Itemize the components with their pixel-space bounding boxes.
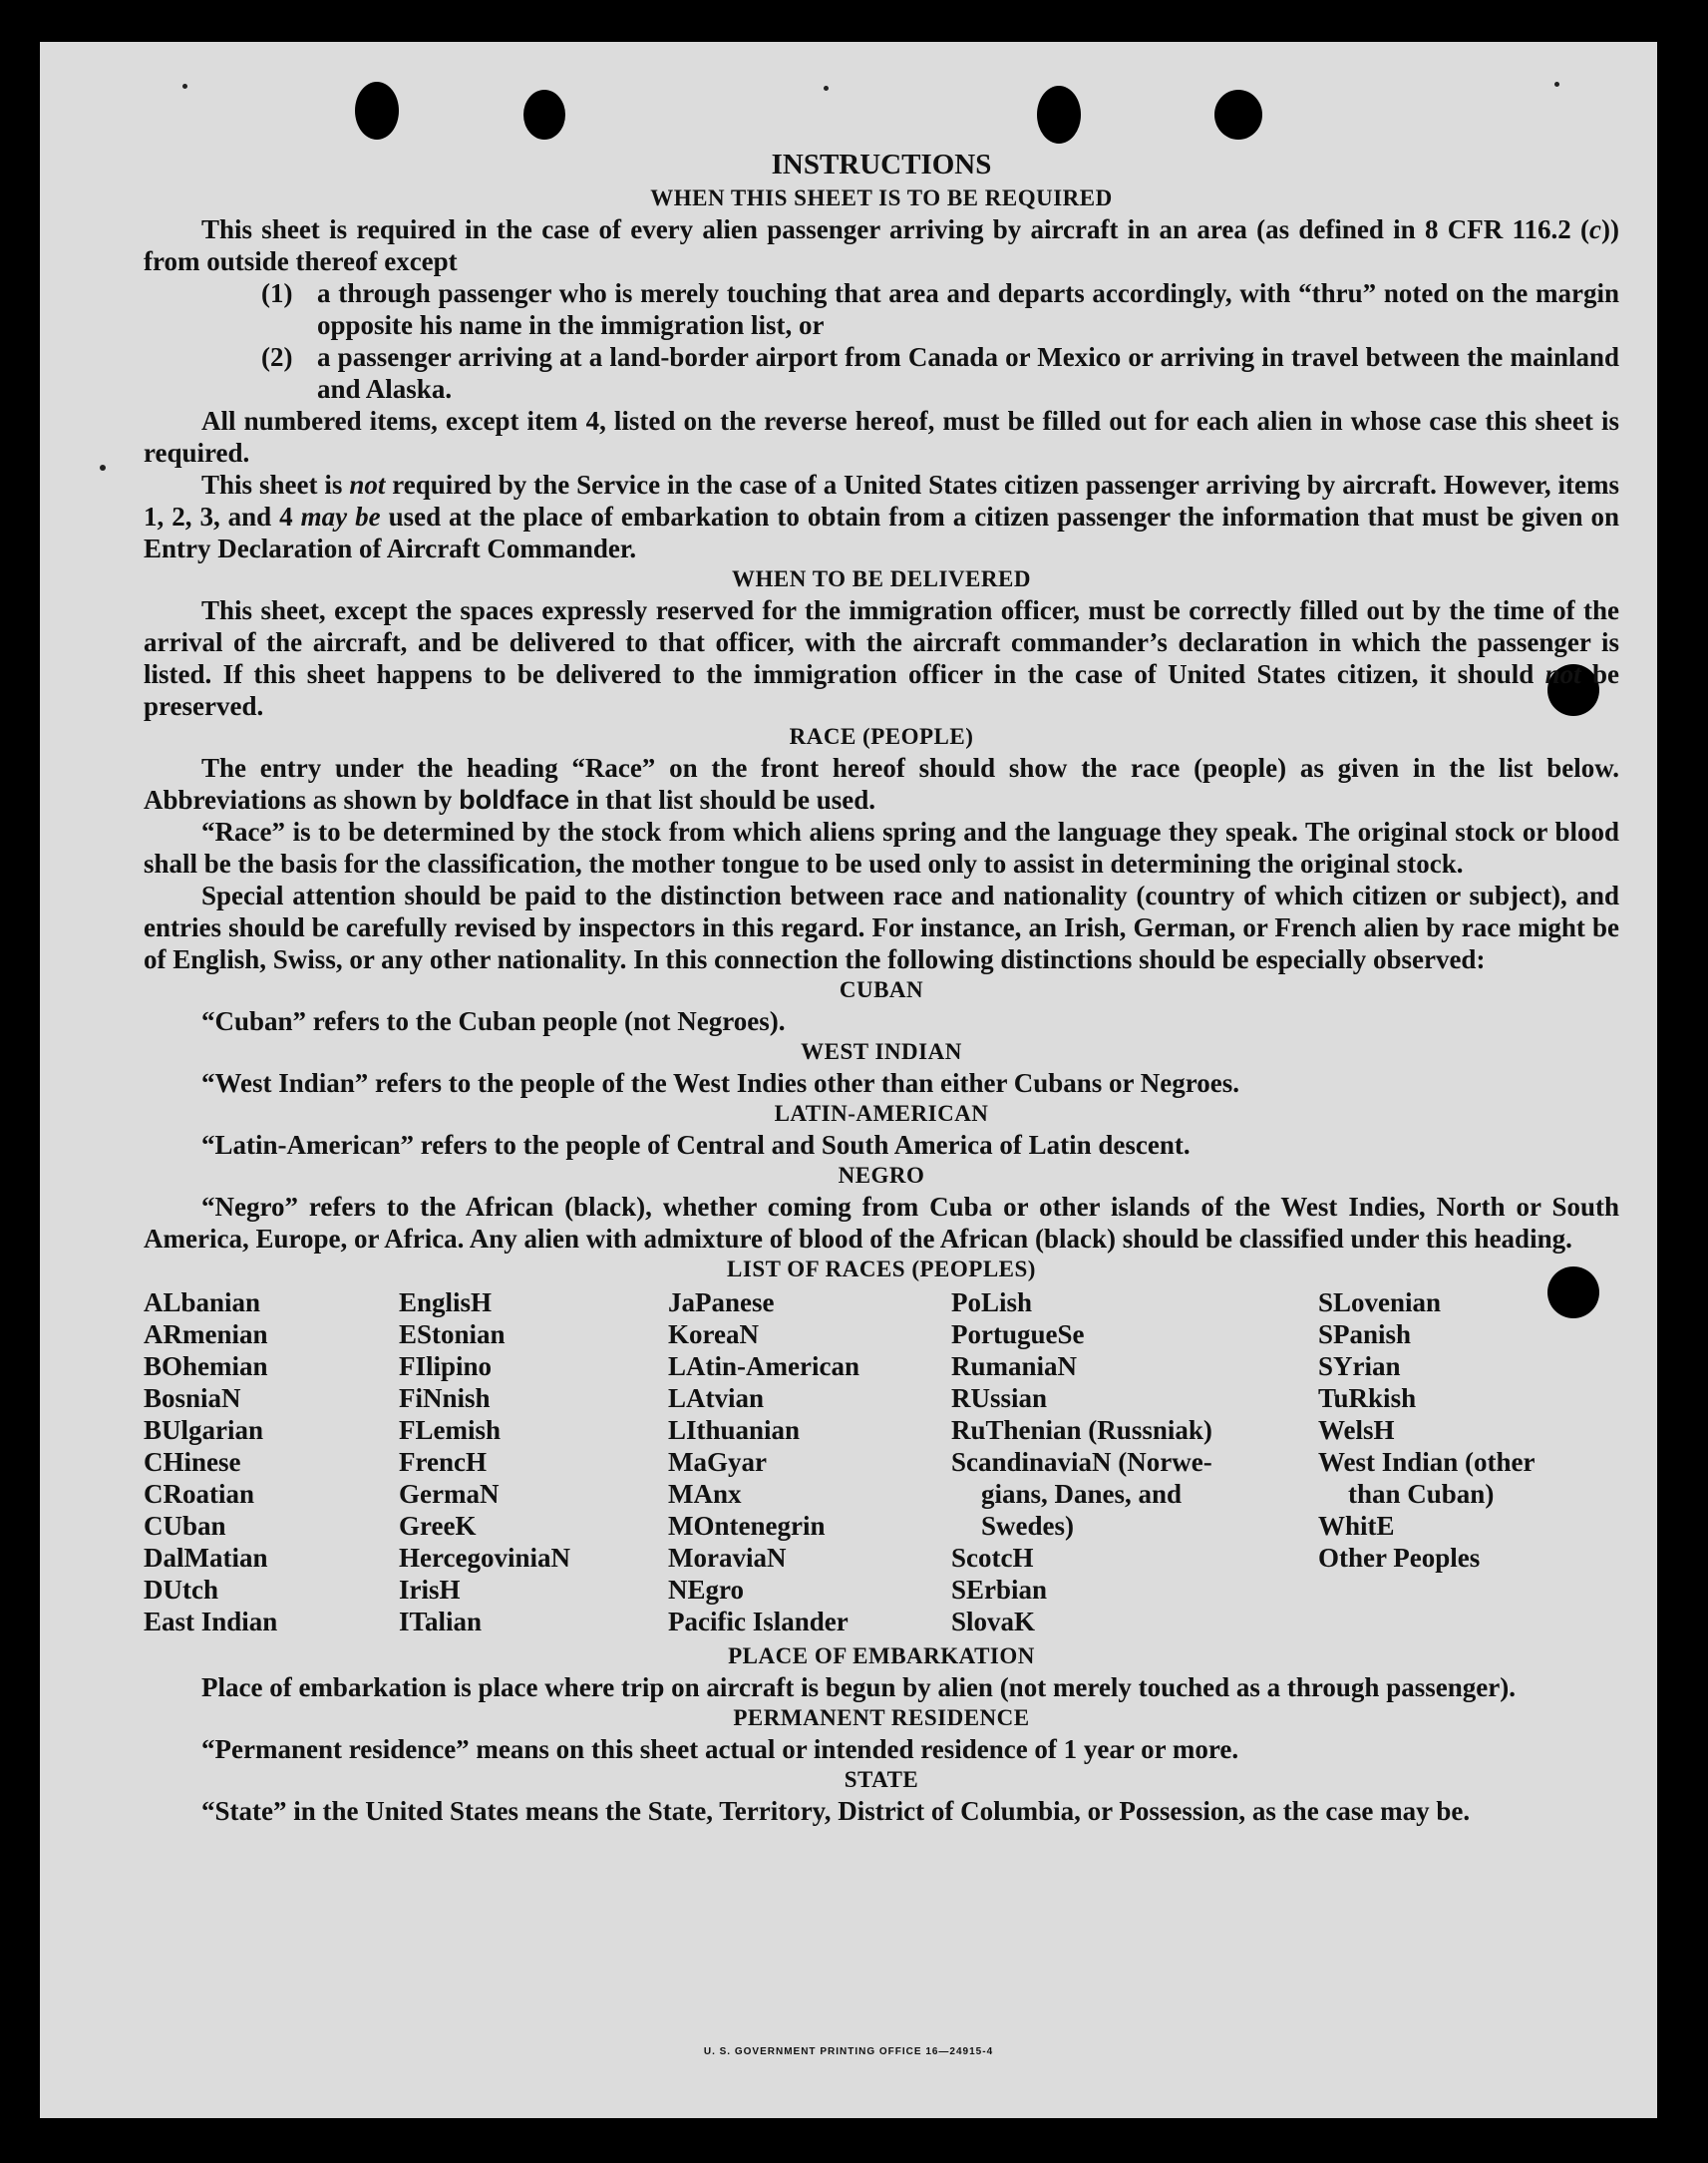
page-title: INSTRUCTIONS — [771, 149, 992, 180]
races-column-5 — [1318, 1286, 1617, 1637]
instructions-content — [144, 146, 1619, 1827]
race-entry: SYrian — [1318, 1351, 1401, 1381]
text-italic: c — [1589, 214, 1602, 244]
paragraph-race-distinction: Special attention should be paid to the distinction between race and nationality (country of which citizen or subject), and entries should be carefully revised by inspectors in this regard. For instance, an Irish, German, or French alien by race might be of English, Swiss, or any other nationality. In this connection the following distinctions should be especially observed: — [144, 881, 1619, 974]
race-entry: Pacific Islander — [668, 1607, 849, 1636]
race-entry: Other Peoples — [1318, 1543, 1481, 1573]
speck — [100, 465, 106, 471]
races-column-1 — [144, 1286, 399, 1637]
heading-cuban: CUBAN — [839, 977, 924, 1002]
race-entry: NEgro — [668, 1575, 745, 1605]
text: be preserved. — [144, 659, 1619, 721]
list-item — [261, 277, 1619, 341]
race-entry: FrencH — [399, 1447, 487, 1477]
item-number: (2) — [261, 342, 293, 372]
race-entry: SlovaK — [951, 1607, 1036, 1636]
race-entry: SPanish — [1318, 1319, 1412, 1349]
race-entry: MAnx — [668, 1479, 742, 1509]
paragraph-citizen — [144, 469, 1619, 564]
heading-race: RACE (PEOPLE) — [789, 724, 974, 749]
race-entry: DalMatian — [144, 1543, 268, 1573]
race-entry: ALbanian — [144, 1287, 261, 1317]
race-entry: RuThenian (Russniak) — [951, 1415, 1212, 1445]
race-entry: SLovenian — [1318, 1287, 1442, 1317]
race-entry: CHinese — [144, 1447, 241, 1477]
heading-negro: NEGRO — [838, 1163, 925, 1188]
race-entry: PoLish — [951, 1287, 1033, 1317]
punch-hole — [1214, 90, 1262, 140]
text-italic: not — [349, 470, 386, 500]
heading-list-of-races: LIST OF RACES (PEOPLES) — [727, 1257, 1036, 1281]
race-entry: CUban — [144, 1511, 226, 1541]
race-entry: FIlipino — [399, 1351, 493, 1381]
races-list — [144, 1286, 1619, 1637]
paragraph-race-stock: “Race” is to be determined by the stock from which aliens spring and the language they speak. The original stock or blood shall be the basis for the classification, the mother tongue to be used only to assist in determining the original stock. — [144, 817, 1619, 879]
paragraph-state: “State” in the United States means the State, Territory, District of Columbia, or Possession, as the case may be. — [201, 1796, 1471, 1826]
paragraph-race-entry — [144, 752, 1619, 816]
text: This sheet is required in the case of every alien passenger arriving by aircraft in an area (as defined in 8 CFR 116.2 ( — [201, 214, 1590, 244]
heading-west-indian: WEST INDIAN — [801, 1039, 962, 1064]
text: used at the place of embarkation to obtain from a citizen passenger the information that must be given on Entry Declaration of Aircraft Commander. — [144, 502, 1619, 563]
race-entry: LIthuanian — [668, 1415, 801, 1445]
heading-when-delivered: WHEN TO BE DELIVERED — [732, 566, 1031, 591]
speck — [182, 84, 187, 89]
paragraph-when-required — [144, 213, 1619, 277]
race-entry: EnglisH — [399, 1287, 493, 1317]
race-entry: WelsH — [1318, 1415, 1395, 1445]
race-entry: LAtvian — [668, 1383, 765, 1413]
speck — [1554, 82, 1559, 87]
text-boldface: boldface — [459, 785, 570, 815]
race-entry: SErbian — [951, 1575, 1048, 1605]
text-italic: may be — [300, 502, 381, 532]
race-entry: GermaN — [399, 1479, 500, 1509]
race-entry: EStonian — [399, 1319, 506, 1349]
heading-latin-american: LATIN-AMERICAN — [774, 1101, 989, 1126]
race-entry: MOntenegrin — [668, 1511, 826, 1541]
paragraph-cuban: “Cuban” refers to the Cuban people (not Negroes). — [201, 1006, 786, 1036]
item-text: a passenger arriving at a land-border airport from Canada or Mexico or arriving in travel between the mainland and Alaska. — [317, 342, 1619, 404]
race-entry: PortugueSe — [951, 1319, 1085, 1349]
race-entry: gians, Danes, and — [981, 1479, 1183, 1509]
race-entry: TuRkish — [1318, 1383, 1417, 1413]
race-entry: RUssian — [951, 1383, 1048, 1413]
punch-hole — [355, 82, 399, 140]
race-entry: KoreaN — [668, 1319, 759, 1349]
races-column-2 — [399, 1286, 668, 1637]
speck — [824, 86, 829, 91]
heading-place-of-embarkation: PLACE OF EMBARKATION — [728, 1643, 1035, 1668]
printer-imprint: U. S. GOVERNMENT PRINTING OFFICE 16—24915-4 — [703, 2046, 994, 2057]
race-entry: West Indian (other — [1318, 1447, 1536, 1477]
race-entry: than Cuban) — [1348, 1479, 1495, 1509]
race-entry: IrisH — [399, 1575, 461, 1605]
race-entry: HercegoviniaN — [399, 1543, 570, 1573]
race-entry: MaGyar — [668, 1447, 767, 1477]
paragraph-numbered-items: All numbered items, except item 4, listed on the reverse hereof, must be filled out for each alien in whose case this sheet is required. — [144, 406, 1619, 468]
paragraph-west-indian: “West Indian” refers to the people of the West Indies other than either Cubans or Negroes. — [201, 1068, 1240, 1098]
paragraph-when-delivered — [144, 594, 1619, 722]
race-entry: LAtin-American — [668, 1351, 859, 1381]
item-text: a through passenger who is merely touching that area and departs accordingly, with “thru” noted on the margin opposite his name in the immigration list, or — [317, 278, 1619, 340]
paragraph-negro: “Negro” refers to the African (black), whether coming from Cuba or other islands of the West Indies, North or South America, Europe, or Africa. Any alien with admixture of blood of the African (black) should be classified under this heading. — [144, 1192, 1619, 1254]
text: )) from outside thereof except — [144, 214, 1619, 276]
punch-hole — [523, 90, 565, 140]
text: The entry under the heading “Race” on the front hereof should show the race (people) as given in the list below. Abbreviations as shown by — [144, 753, 1619, 815]
race-entry: MoraviaN — [668, 1543, 787, 1573]
paragraph-latin-american: “Latin-American” refers to the people of Central and South America of Latin descent. — [201, 1130, 1191, 1160]
race-entry: RumaniaN — [951, 1351, 1078, 1381]
heading-state: STATE — [844, 1767, 919, 1792]
race-entry: WhitE — [1318, 1511, 1395, 1541]
race-entry: East Indian — [144, 1607, 278, 1636]
race-entry: BOhemian — [144, 1351, 268, 1381]
text: required by the Service in the case of a United States citizen passenger arriving by aircraft. However, items 1, 2, 3, and 4 — [144, 470, 1619, 532]
text: in that list should be used. — [569, 785, 875, 815]
heading-permanent-residence: PERMANENT RESIDENCE — [733, 1705, 1030, 1730]
race-entry: BUlgarian — [144, 1415, 264, 1445]
text-italic: not — [1544, 659, 1581, 689]
race-entry: FLemish — [399, 1415, 502, 1445]
document-sheet — [40, 42, 1657, 2118]
item-number: (1) — [261, 278, 293, 308]
race-entry: JaPanese — [668, 1287, 775, 1317]
race-entry: FiNnish — [399, 1383, 491, 1413]
heading-when-required: WHEN THIS SHEET IS TO BE REQUIRED — [650, 185, 1113, 210]
race-entry: DUtch — [144, 1575, 218, 1605]
list-item — [261, 341, 1619, 405]
race-entry: ARmenian — [144, 1319, 268, 1349]
paragraph-permanent-residence: “Permanent residence” means on this sheet actual or intended residence of 1 year or more. — [201, 1734, 1239, 1764]
text: This sheet, except the spaces expressly reserved for the immigration officer, must be correctly filled out by the time of the arrival of the aircraft, and be delivered to that officer, with the aircraft commander’s declaration in which the passenger is listed. If this sheet happens to be delivered to the immigration officer in the case of United States citizen, it should — [144, 595, 1619, 689]
punch-hole — [1037, 86, 1081, 144]
race-entry: ScandinaviaN (Norwe- — [951, 1447, 1212, 1477]
races-column-3 — [668, 1286, 951, 1637]
race-entry: CRoatian — [144, 1479, 255, 1509]
race-entry: ScotcH — [951, 1543, 1034, 1573]
text: This sheet is — [201, 470, 350, 500]
race-entry: GreeK — [399, 1511, 477, 1541]
race-entry: BosniaN — [144, 1383, 241, 1413]
paragraph-place-of-embarkation: Place of embarkation is place where trip on aircraft is begun by alien (not merely touched as a through passenger). — [201, 1672, 1516, 1702]
races-column-4 — [951, 1286, 1318, 1637]
race-entry: ITalian — [399, 1607, 483, 1636]
race-entry: Swedes) — [981, 1511, 1074, 1541]
